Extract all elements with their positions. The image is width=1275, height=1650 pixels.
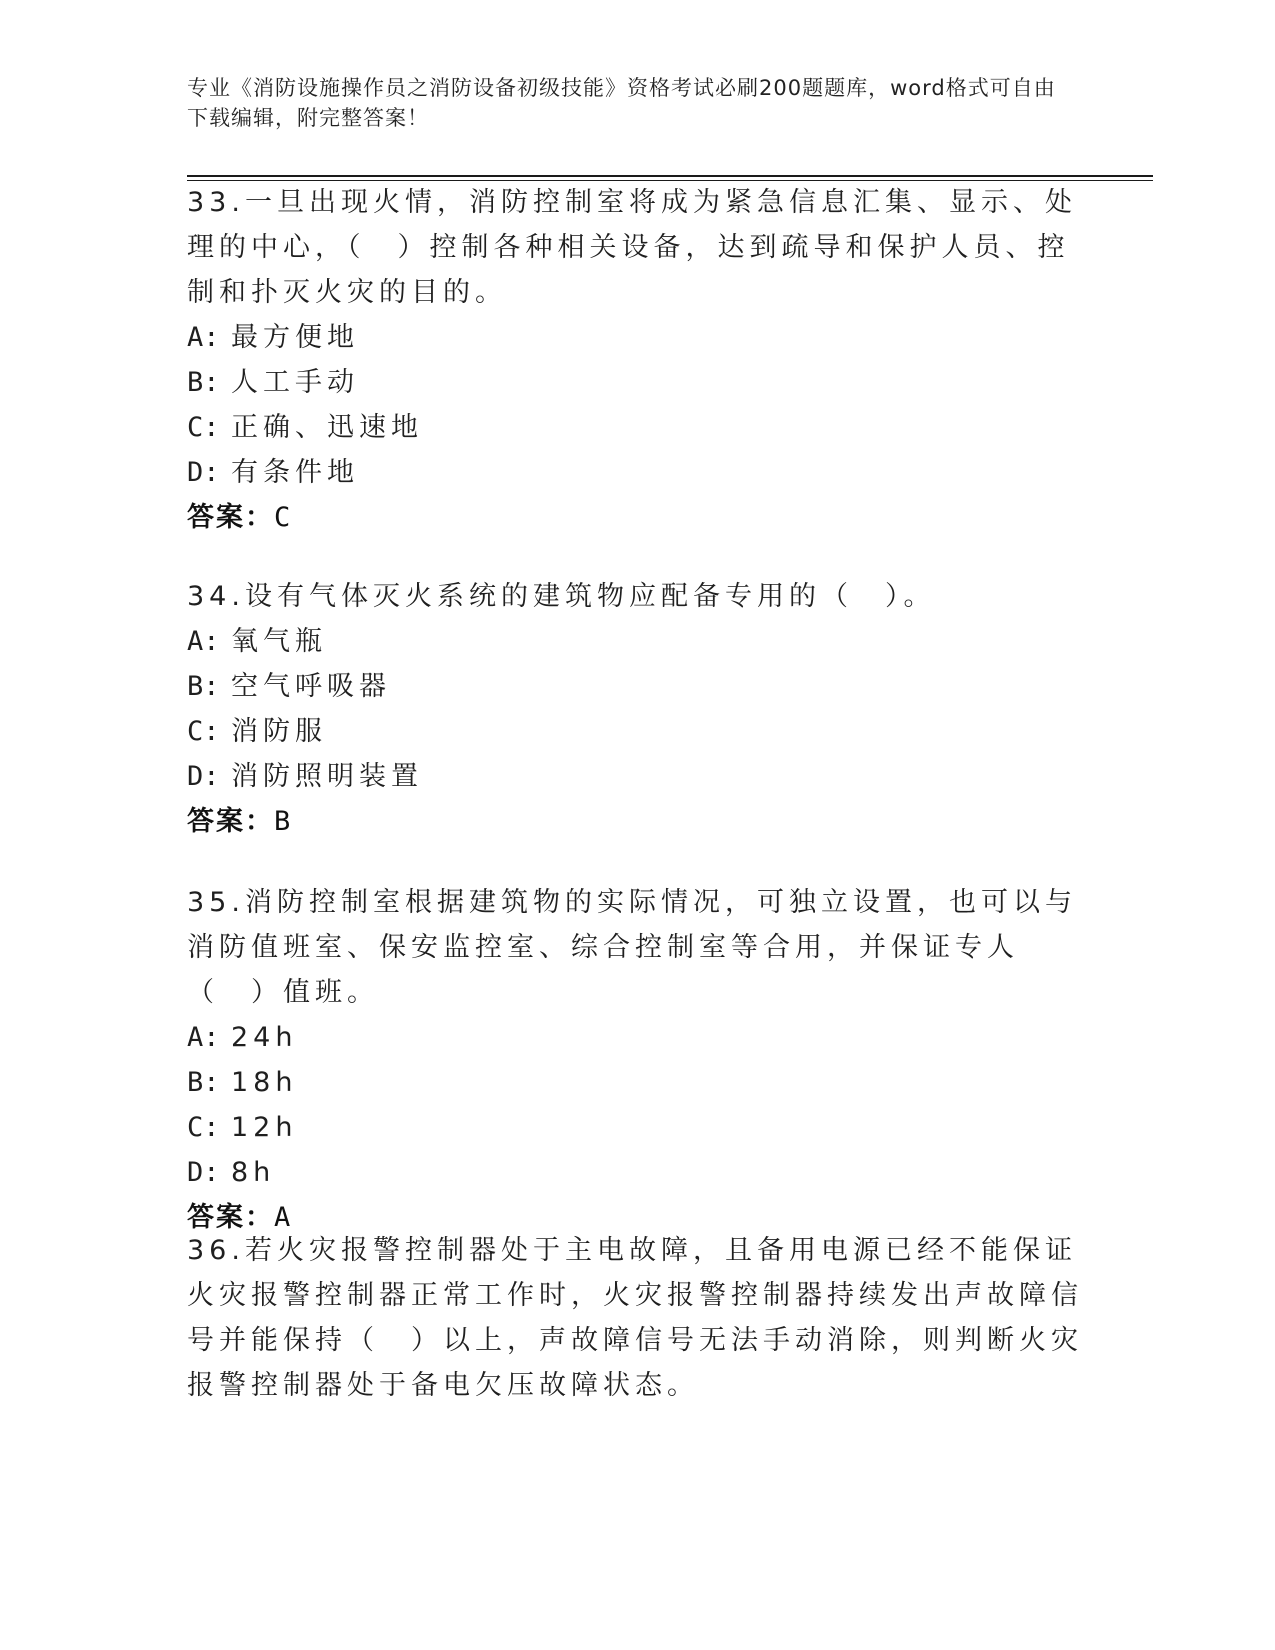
option-key: C: xyxy=(187,1112,220,1143)
option-text: 有条件地 xyxy=(231,457,359,488)
option-b xyxy=(187,360,1087,405)
option-key: B: xyxy=(187,671,220,702)
question-stem: 34.设有气体灭火系统的建筑物应配备专用的（ ）。 xyxy=(187,581,936,612)
question-stem: 33.一旦出现火情，消防控制室将成为紧急信息汇集、显示、处理的中心，（ ）控制各种相关设备，达到疏导和保护人员、控制和扑灭火灾的目的。 xyxy=(187,187,1077,308)
option-d xyxy=(187,1150,1087,1195)
option-a xyxy=(187,1015,1087,1060)
option-key: A: xyxy=(187,1022,220,1053)
option-key: C: xyxy=(187,412,220,443)
option-d xyxy=(187,450,1087,495)
option-c xyxy=(187,405,1087,450)
option-b xyxy=(187,664,1087,709)
question-34 xyxy=(187,574,1087,844)
option-text: 空气呼吸器 xyxy=(231,671,391,702)
option-c xyxy=(187,709,1087,754)
answer-value: C xyxy=(274,502,293,533)
answer-label: 答案： xyxy=(187,502,274,533)
answer-label: 答案： xyxy=(187,806,274,837)
question-33 xyxy=(187,180,1087,540)
question-stem: 35.消防控制室根据建筑物的实际情况，可独立设置，也可以与消防值班室、保安监控室、综合控制室等合用，并保证专人（ ）值班。 xyxy=(187,887,1077,1008)
header-divider-thick xyxy=(187,175,1153,177)
option-text: 消防照明装置 xyxy=(231,761,423,792)
option-key: D: xyxy=(187,1157,220,1188)
answer-value: A xyxy=(274,1202,293,1233)
option-text: 24h xyxy=(231,1022,298,1053)
option-key: B: xyxy=(187,367,220,398)
option-text: 8h xyxy=(231,1157,276,1188)
answer-line xyxy=(187,799,1087,844)
question-36 xyxy=(187,1228,1087,1408)
option-text: 消防服 xyxy=(231,716,327,747)
question-stem: 36.若火灾报警控制器处于主电故障，且备用电源已经不能保证火灾报警控制器正常工作时，火灾报警控制器持续发出声故障信号并能保持（ ）以上，声故障信号无法手动消除，则判断火灾报警控制器处于备电欠压故障状态。 xyxy=(187,1235,1083,1401)
option-key: D: xyxy=(187,457,220,488)
option-c xyxy=(187,1105,1087,1150)
answer-line xyxy=(187,495,1087,540)
option-d xyxy=(187,754,1087,799)
answer-value: B xyxy=(274,806,293,837)
option-text: 12h xyxy=(231,1112,298,1143)
option-b xyxy=(187,1060,1087,1105)
answer-label: 答案： xyxy=(187,1202,274,1233)
option-a xyxy=(187,315,1087,360)
option-a xyxy=(187,619,1087,664)
option-text: 18h xyxy=(231,1067,298,1098)
option-text: 氧气瓶 xyxy=(231,626,327,657)
option-key: A: xyxy=(187,626,220,657)
option-key: D: xyxy=(187,761,220,792)
option-key: A: xyxy=(187,322,220,353)
option-text: 人工手动 xyxy=(231,367,359,398)
option-text: 最方便地 xyxy=(231,322,359,353)
option-text: 正确、迅速地 xyxy=(231,412,423,443)
option-key: B: xyxy=(187,1067,220,1098)
option-key: C: xyxy=(187,716,220,747)
question-35 xyxy=(187,880,1087,1240)
document-header: 专业《消防设施操作员之消防设备初级技能》资格考试必刷200题题库，word格式可自由下载编辑，附完整答案！ xyxy=(187,76,1056,130)
